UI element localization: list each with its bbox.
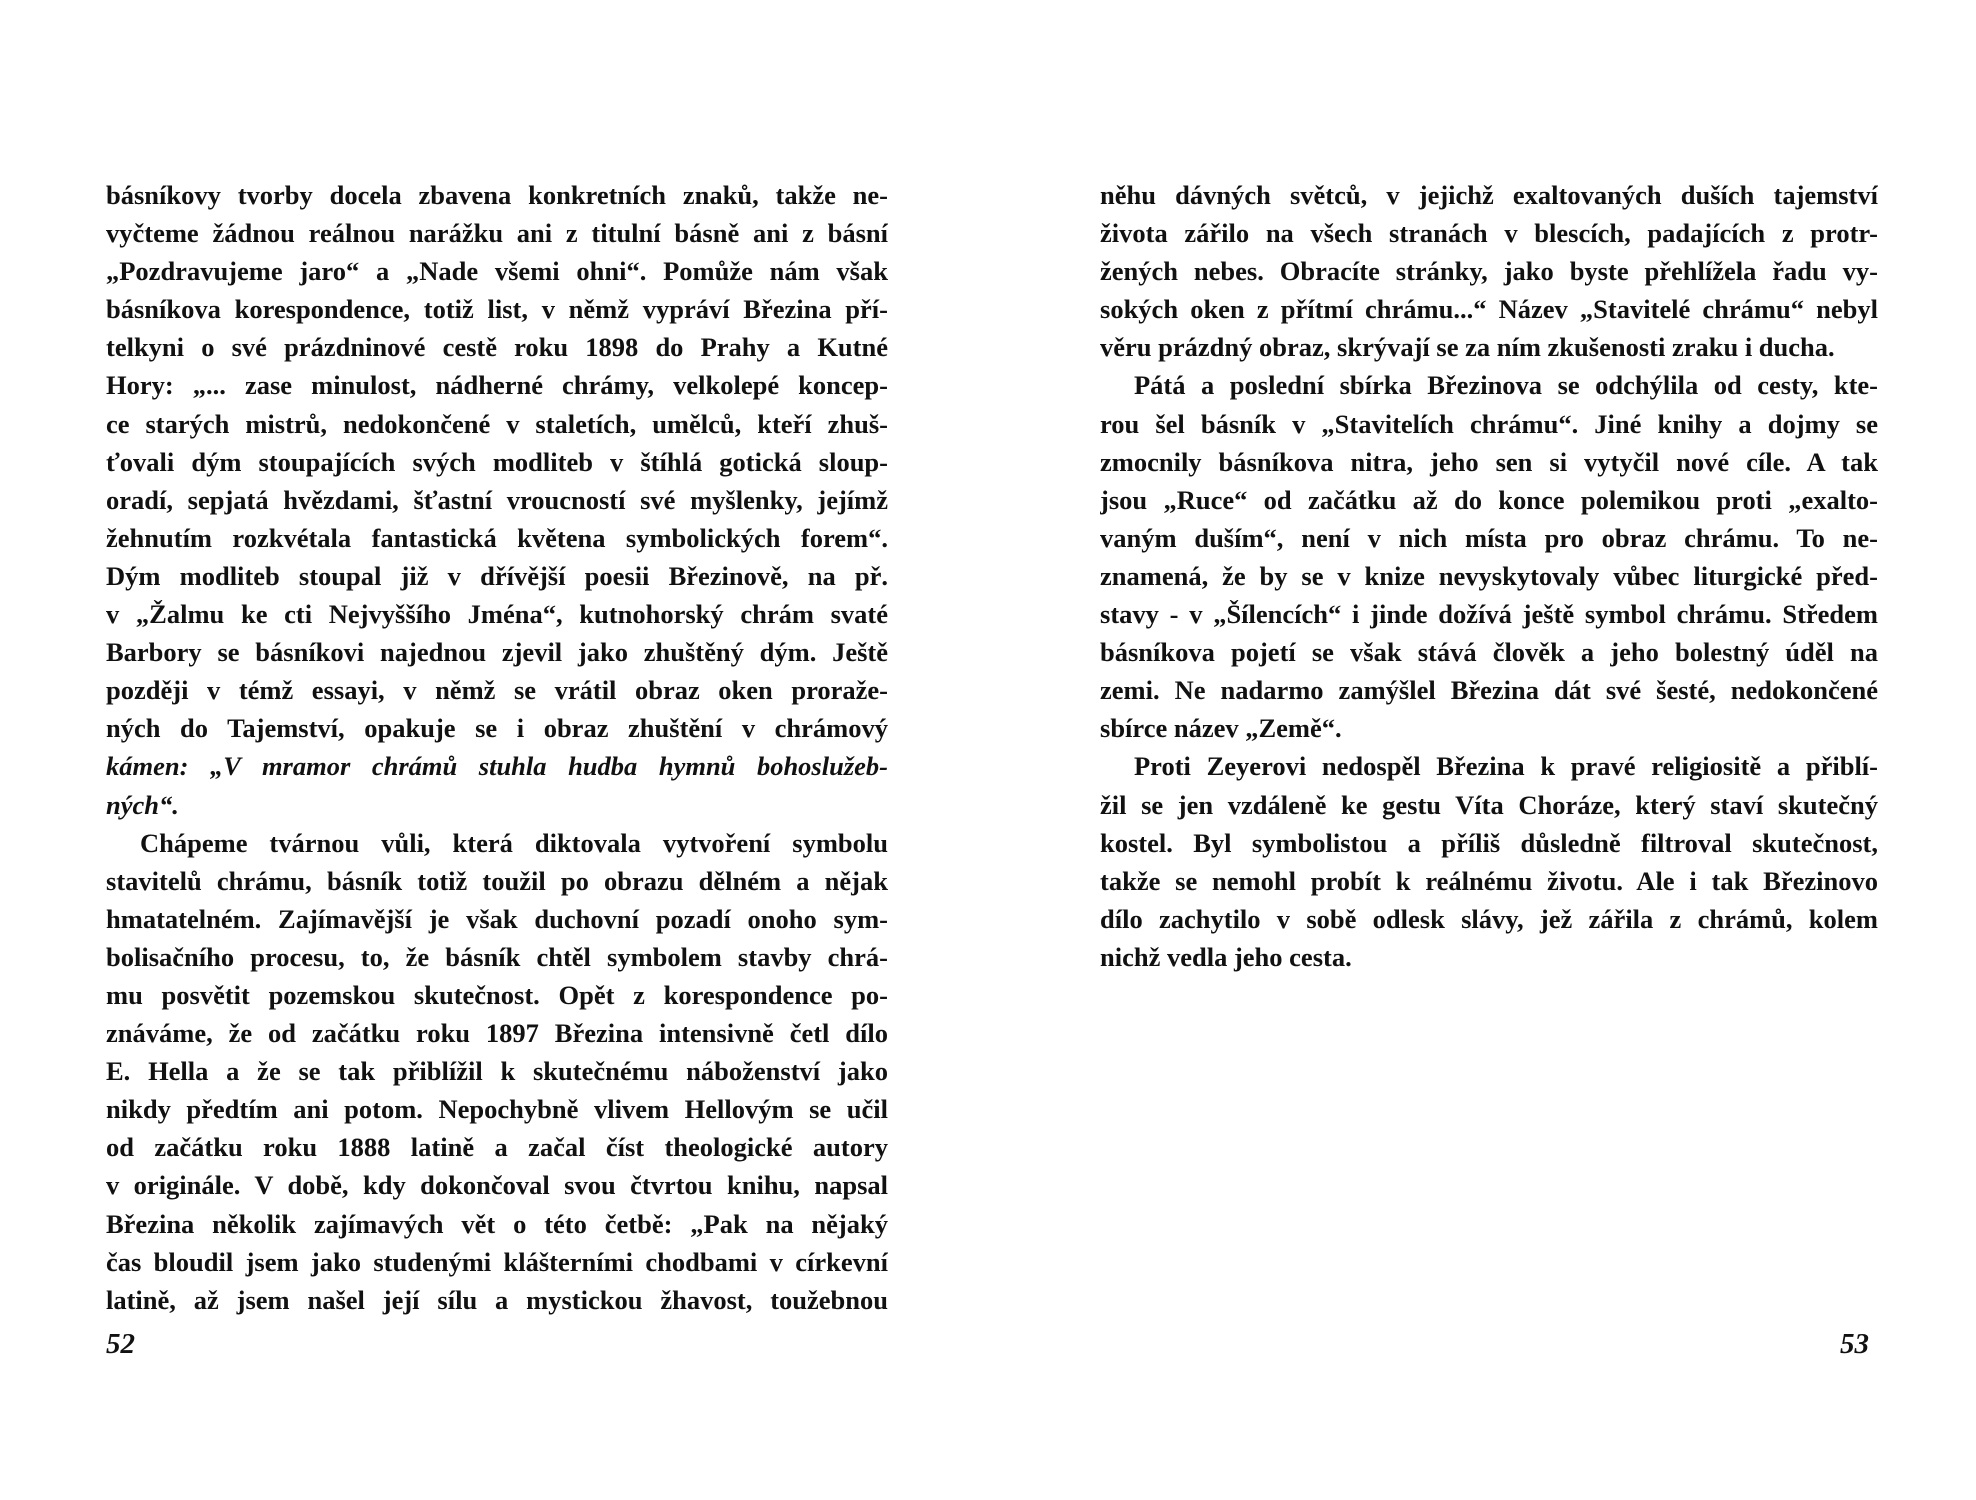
text-line: Dým modliteb stoupal již v dřívější poesii Březinově, na př. [106,560,888,591]
text-line: žehnutím rozkvétala fantastická květena symbolických forem“. [106,522,888,553]
text-line: vyčteme žádnou reálnou narážku ani z titulní básně ani z básní [106,218,888,249]
text-line: Chápeme tvárnou vůli, která diktovala vytvoření symbolu [140,827,888,858]
text-line: ných do Tajemství, opakuje se i obraz zhuštění v chrámový [106,713,888,744]
text-line: ťovali dým stoupajících svých modliteb v štíhlá gotická sloup- [106,446,888,477]
text-line: zemi. Ne nadarmo zamýšlel Březina dát své šesté, nedokončené [1100,675,1878,706]
text-line: bolisačního procesu, to, že básník chtěl symbolem stavby chrá- [106,941,888,972]
text-line: sokých oken z přítmí chrámu...“ Název „Stavitelé chrámu“ nebyl [1100,294,1878,325]
text-line: čas bloudil jsem jako studenými klášterními chodbami v církevní [106,1246,888,1277]
text-line: věru prázdný obraz, skrývají se za ním zkušenosti zraku i ducha. [1100,332,1835,363]
text-line: dílo zachytilo v sobě odlesk slávy, jež zářila z chrámů, kolem [1100,903,1878,934]
text-line: takže se nemohl probít k reálnému životu. Ale i tak Březinovo [1100,865,1878,896]
page-number: 53 [1840,1328,1869,1360]
text-line: básníkova pojetí se však stává člověk a jeho bolestný úděl na [1100,637,1878,668]
text-line: Hory: „... zase minulost, nádherné chrámy, velkolepé koncep- [106,370,888,401]
text-line: žených nebes. Obracíte stránky, jako byste přehlížela řadu vy- [1100,256,1878,287]
text-line: nikdy předtím ani potom. Nepochybně vlivem Hellovým se učil [106,1094,888,1125]
text-line: hmatatelném. Zajímavější je však duchovní pozadí onoho sym- [106,903,888,934]
text-line: E. Hella a že se tak přiblížil k skutečnému náboženství jako [106,1056,888,1087]
text-line: vaným duším“, není v nich místa pro obraz chrámu. To ne- [1100,522,1878,553]
text-line: sbírce název „Země“. [1100,713,1342,744]
text-line: znamená, že by se v knize nevyskytovaly vůbec liturgické před- [1100,560,1878,591]
text-line: básníkova korespondence, totiž list, v němž vypráví Březina pří- [106,294,888,325]
text-line: Proti Zeyerovi nedospěl Březina k pravé religiositě a přiblí- [1134,751,1878,782]
right-page-text [1100,176,1878,976]
text-line: později v témž essayi, v němž se vrátil obraz oken proraže- [106,675,888,706]
text-line: zmocnily básníkova nitra, jeho sen si vytyčil nové cíle. A tak [1100,446,1878,477]
text-line: telkyni o své prázdninové cestě roku 1898 do Prahy a Kutné [106,332,888,363]
text-line: mu posvětit pozemskou skutečnost. Opět z korespondence po- [106,979,888,1010]
left-page-text [106,176,888,1319]
text-line: oradí, sepjatá hvězdami, šťastní vroucností své myšlenky, jejímž [106,484,888,515]
text-line: „Pozdravujeme jaro“ a „Nade všemi ohni“. Pomůže nám však [106,256,888,287]
text-line: Pátá a poslední sbírka Březinova se odchýlila od cesty, kte- [1134,370,1878,401]
text-line: kámen: „V mramor chrámů stuhla hudba hymnů bohoslužeb- [106,751,888,782]
text-line: jsou „Ruce“ od začátku až do konce polemikou proti „exalto- [1100,484,1878,515]
text-line: ce starých mistrů, nedokončené v staletích, umělců, kteří zhuš- [106,408,888,439]
text-line: znáváme, že od začátku roku 1897 Březina intensivně četl dílo [106,1018,888,1049]
text-line: něhu dávných světců, v jejichž exaltovaných duších tajemství [1100,180,1878,210]
text-line: stavy - v „Šílencích“ i jinde dožívá ještě symbol chrámu. Středem [1100,599,1878,630]
text-line: Barbory se básníkovi najednou zjevil jako zhuštěný dým. Ještě [106,637,888,668]
text-line: Březina několik zajímavých vět o této četbě: „Pak na nějaký [106,1208,888,1239]
text-line: v originále. V době, kdy dokončoval svou čtvrtou knihu, napsal [106,1170,888,1201]
text-line: stavitelů chrámu, básník totiž toužil po obrazu dělném a nějak [106,865,888,896]
text-line: od začátku roku 1888 latině a začal číst theologické autory [106,1132,888,1163]
text-line: života zářilo na všech stranách v blescích, padajících z protr- [1100,218,1878,249]
text-line: kostel. Byl symbolistou a příliš důsledně filtroval skutečnost, [1100,827,1878,858]
text-line: nichž vedla jeho cesta. [1100,941,1352,972]
text-line: v „Žalmu ke cti Nejvyššího Jména“, kutnohorský chrám svaté [106,599,888,630]
right-page [988,0,1976,1500]
text-line: rou šel básník v „Stavitelích chrámu“. Jiné knihy a dojmy se [1100,408,1878,439]
text-line: latině, až jsem našel její sílu a mystickou žhavost, toužebnou [106,1284,888,1315]
text-line: žil se jen vzdáleně ke gestu Víta Choráze, který staví skutečný [1100,789,1878,820]
text-line: básníkovy tvorby docela zbavena konkretních znaků, takže ne- [106,180,888,210]
page-number: 52 [106,1328,135,1360]
text-line: ných“. [106,789,179,820]
